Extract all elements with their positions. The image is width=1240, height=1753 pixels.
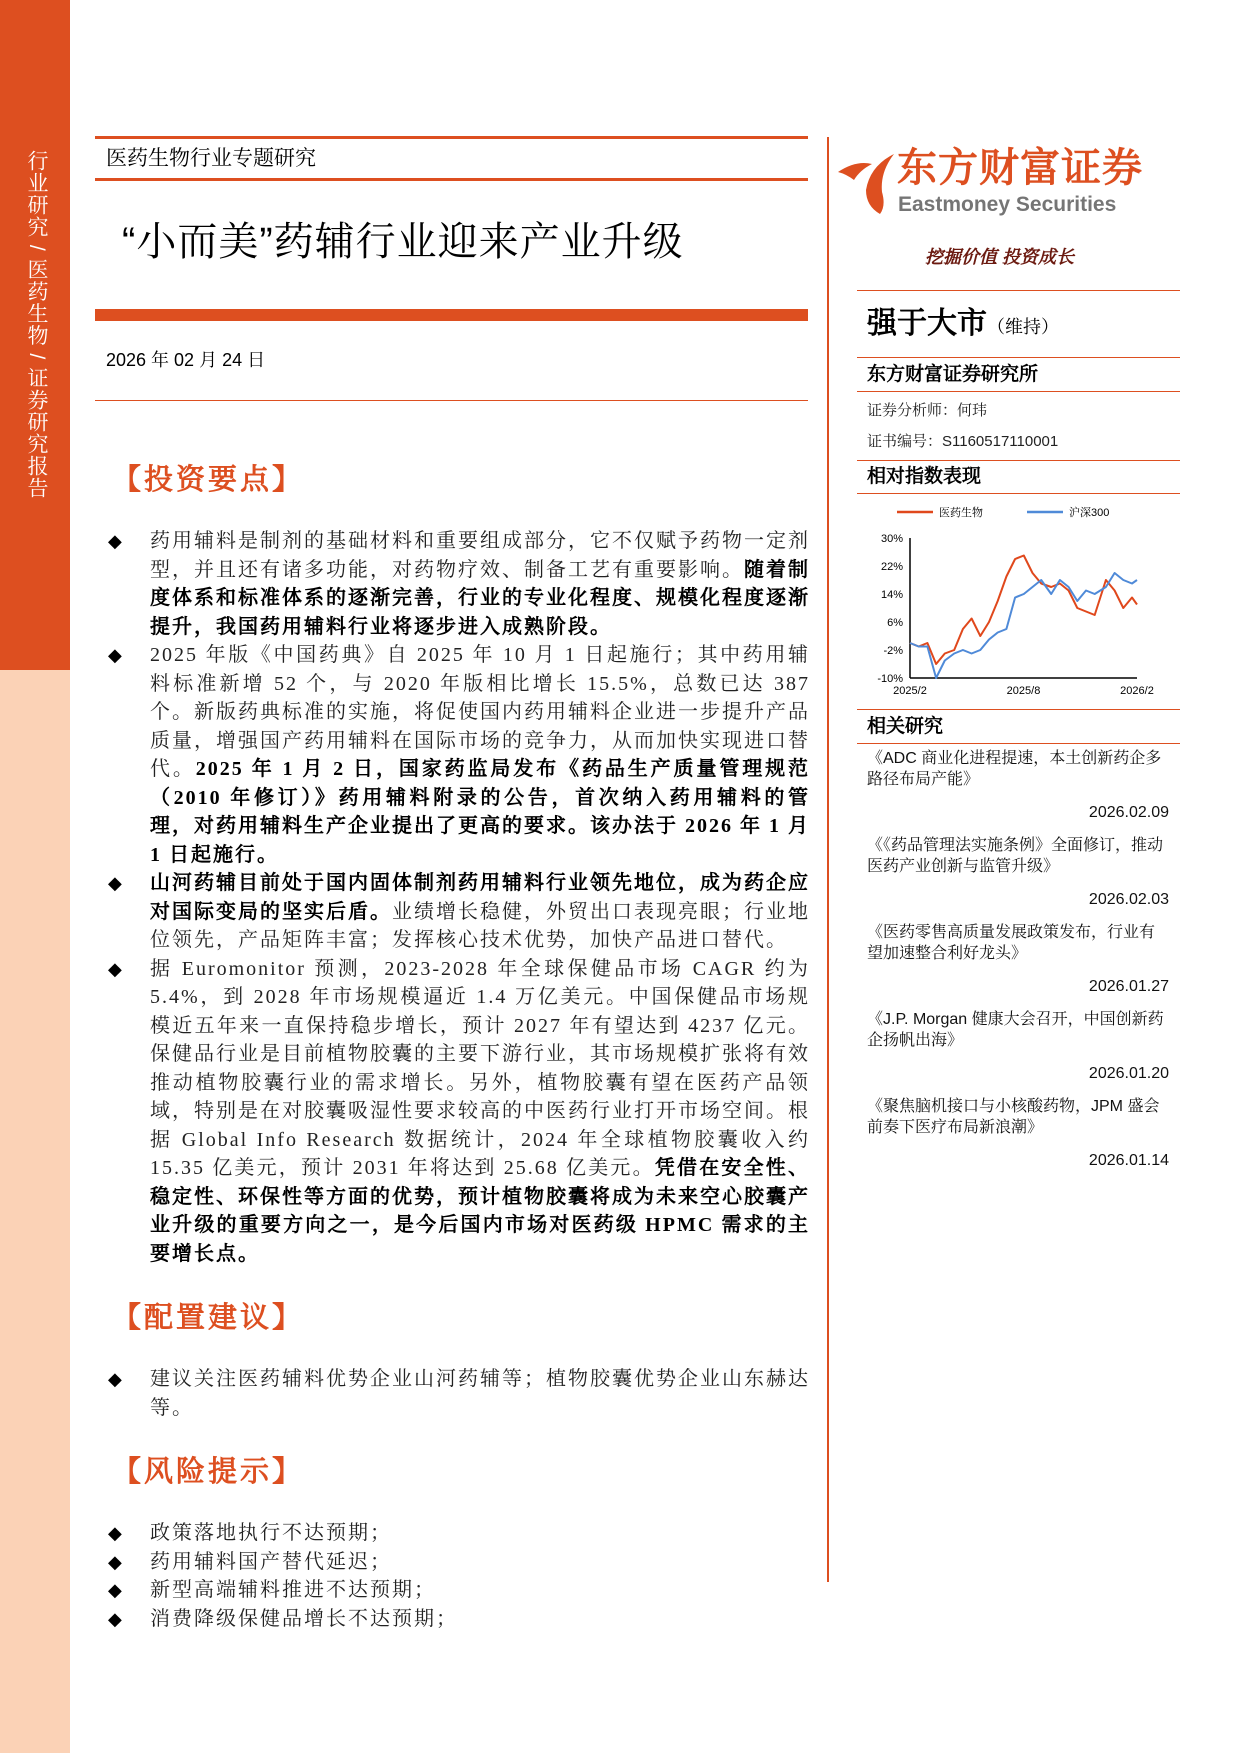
divider bbox=[95, 136, 808, 139]
list-item bbox=[106, 869, 810, 955]
text: 药用辅料国产替代延迟； bbox=[150, 1550, 392, 1573]
related-report[interactable] bbox=[867, 1096, 1169, 1171]
related-report-title[interactable]: 《ADC 商业化进程提速，本土创新药企多路径布局产能》 bbox=[867, 750, 1162, 788]
divider bbox=[857, 290, 1180, 291]
bold-text: 山河药辅目前处于国内固体制剂药用辅料行业领先地位，成为药企应对国际变局的坚实后盾。 bbox=[150, 872, 810, 923]
divider bbox=[95, 178, 808, 181]
related-report[interactable] bbox=[867, 748, 1169, 823]
analyst: 证券分析师：何玮 bbox=[867, 402, 988, 419]
y-tick-label: 22% bbox=[880, 561, 903, 573]
divider bbox=[857, 391, 1180, 392]
text: 据 Euromonitor 预测，2023-2028 年全球保健品市场 CAGR 约为 5.4%，到 2028 年市场规模逼近 1.4 万亿美元。中国保健品市场规模近五年来一直保持稳步增长，预计 2027 年有望达到 4237 亿元。保健品行业是目前植物胶囊的主要下游行业，其市场规模扩张将有效推动植物胶囊行业的需求增长。另外，植物胶囊有望在医药产品领域，特别是在对胶囊吸湿性要求较高的中医药行业打开市场空间。根据 Global Info Research 数据统计，2024 年全球植物胶囊收入约 15.35 亿美元，预计 2031 年将达到 25.68 亿美元。 bbox=[150, 957, 810, 1179]
related-report-title[interactable]: 《《药品管理法实施条例》全面修订，推动医药产业创新与监管升级》 bbox=[867, 837, 1164, 875]
related-report[interactable] bbox=[867, 1009, 1169, 1084]
logo-swoosh-icon bbox=[836, 150, 898, 218]
bold-text: 随着制度体系和标准体系的逐渐完善，行业的专业化程度、规模化程度逐渐提升，我国药用辅料行业将逐步进入成熟阶段。 bbox=[150, 558, 810, 638]
rating-value: 强于大市 bbox=[867, 307, 987, 340]
report-category: 医药生物行业专题研究 bbox=[106, 147, 316, 170]
bold-text: 凭借在安全性、稳定性、环保性等方面的优势，预计植物胶囊将成为未来空心胶囊产业升级的重要方向之一，是今后国内市场对医药级 HPMC 需求的主要增长点。 bbox=[150, 1157, 811, 1265]
y-tick-label: -10% bbox=[877, 673, 903, 685]
y-tick-label: 14% bbox=[880, 589, 903, 601]
divider bbox=[857, 460, 1180, 461]
related-report-date: 2026.02.03 bbox=[1088, 891, 1169, 908]
diamond-bullet-icon: ◆ bbox=[108, 1580, 122, 1600]
allocation-list bbox=[106, 1365, 810, 1422]
legend-label: 医药生物 bbox=[939, 507, 983, 519]
divider bbox=[857, 709, 1180, 710]
related-report[interactable] bbox=[867, 922, 1169, 997]
series-line-1 bbox=[910, 573, 1137, 678]
section-title-highlights: 【投资要点】 bbox=[112, 464, 305, 496]
y-tick-label: 30% bbox=[880, 533, 903, 545]
related-report-date: 2026.01.14 bbox=[1088, 1152, 1169, 1169]
diamond-bullet-icon: ◆ bbox=[108, 1551, 122, 1572]
y-tick-label: -2% bbox=[883, 645, 903, 657]
diamond-bullet-icon: ◆ bbox=[108, 873, 122, 893]
divider bbox=[857, 357, 1180, 358]
related-report-date: 2026.01.27 bbox=[1088, 978, 1169, 995]
related-report-title[interactable]: 《J.P. Morgan 健康大会召开，中国创新药企扬帆出海》 bbox=[867, 1011, 1164, 1049]
y-tick-label: 6% bbox=[887, 617, 903, 629]
related-research-list bbox=[867, 748, 1169, 1183]
x-tick-label: 2025/8 bbox=[1006, 685, 1041, 697]
diamond-bullet-icon: ◆ bbox=[108, 1608, 122, 1629]
rating-note: （维持） bbox=[987, 317, 1059, 337]
slogan: 挖掘价值 投资成长 bbox=[925, 247, 1075, 267]
list-item bbox=[106, 1605, 810, 1634]
related-report-date: 2026.01.20 bbox=[1088, 1065, 1169, 1082]
report-date: 2026 年 02 月 24 日 bbox=[106, 350, 266, 370]
logo-subtext: Eastmoney Securities bbox=[898, 193, 1117, 216]
bold-text: 2025 年 1 月 2 日，国家药监局发布《药品生产质量管理规范（2010 年修订）》药用辅料附录的公告，首次纳入药用辅料的管理，对药用辅料生产企业提出了更高的要求。该办法于 2026 年 1 月 1 日起施行。 bbox=[150, 758, 811, 866]
series-line-0 bbox=[910, 556, 1137, 665]
highlights-list bbox=[106, 527, 810, 1268]
section-title-risks: 【风险提示】 bbox=[112, 1456, 305, 1488]
text: 新型高端辅料推进不达预期； bbox=[150, 1579, 436, 1601]
chart-title: 相对指数表现 bbox=[867, 466, 982, 487]
list-item bbox=[106, 1365, 810, 1422]
list-item bbox=[106, 527, 810, 641]
related-report[interactable] bbox=[867, 835, 1169, 910]
text: 政策落地执行不达预期； bbox=[150, 1522, 392, 1544]
institute-name: 东方财富证券研究所 bbox=[867, 364, 1039, 385]
list-item bbox=[106, 1576, 810, 1605]
text: 2025 年版《中国药典》自 2025 年 10 月 1 日起施行；其中药用辅料标准新增 52 个，与 2020 年版相比增长 15.5%，总数已达 387 个。新版药典标准的实施，将促使国内药用辅料企业进一步提升产品质量，增强国产药用辅料在国际市场的竞争力，从而加快实现进口替代。 bbox=[150, 644, 810, 780]
diamond-bullet-icon: ◆ bbox=[108, 1523, 122, 1543]
list-item bbox=[106, 1519, 810, 1548]
x-tick-label: 2026/2 bbox=[1120, 685, 1154, 697]
title-bar bbox=[95, 309, 808, 321]
page-title: “小而美”药辅行业迎来产业升级 bbox=[122, 220, 684, 264]
divider bbox=[95, 400, 808, 401]
section-title-allocation: 【配置建议】 bbox=[112, 1302, 305, 1334]
list-item bbox=[106, 955, 810, 1269]
certificate-number: 证书编号：S1160517110001 bbox=[867, 433, 1059, 450]
sidebar-label: 行业研究 / 医药生物 / 证券研究报告 bbox=[25, 150, 48, 500]
list-item bbox=[106, 1548, 810, 1577]
related-report-date: 2026.02.09 bbox=[1088, 804, 1169, 821]
text: 建议关注医药辅料优势企业山河药辅等；植物胶囊优势企业山东赫达等。 bbox=[150, 1368, 810, 1419]
main-column bbox=[106, 462, 810, 1633]
diamond-bullet-icon: ◆ bbox=[108, 645, 122, 665]
divider bbox=[857, 743, 1180, 744]
text: 药用辅料是制剂的基础材料和重要组成部分，它不仅赋予药物一定剂型，并且还有诸多功能，对药物疗效、制备工艺有重要影响。 bbox=[150, 530, 810, 581]
relative-index-chart bbox=[857, 494, 1180, 708]
diamond-bullet-icon: ◆ bbox=[108, 1369, 122, 1389]
related-research-title: 相关研究 bbox=[867, 716, 944, 737]
related-report-title[interactable]: 《聚焦脑机接口与小核酸药物，JPM 盛会前奏下医疗布局新浪潮》 bbox=[867, 1098, 1160, 1136]
column-divider bbox=[827, 137, 829, 1582]
legend-label: 沪深300 bbox=[1069, 507, 1110, 519]
text: 消费降级保健品增长不达预期； bbox=[150, 1607, 458, 1630]
text: 业绩增长稳健，外贸出口表现亮眼；行业地位领先，产品矩阵丰富；发挥核心技术优势，加快产品进口替代。 bbox=[150, 900, 810, 951]
x-tick-label: 2025/2 bbox=[893, 685, 927, 697]
rating bbox=[867, 306, 1059, 345]
diamond-bullet-icon: ◆ bbox=[108, 958, 122, 979]
sidebar-band-light bbox=[0, 670, 70, 1753]
list-item bbox=[106, 641, 810, 869]
diamond-bullet-icon: ◆ bbox=[108, 531, 122, 551]
logo-text: 东方财富证券 bbox=[897, 146, 1143, 190]
risks-list bbox=[106, 1519, 810, 1633]
related-report-title[interactable]: 《医药零售高质量发展政策发布，行业有望加速整合利好龙头》 bbox=[867, 924, 1156, 962]
